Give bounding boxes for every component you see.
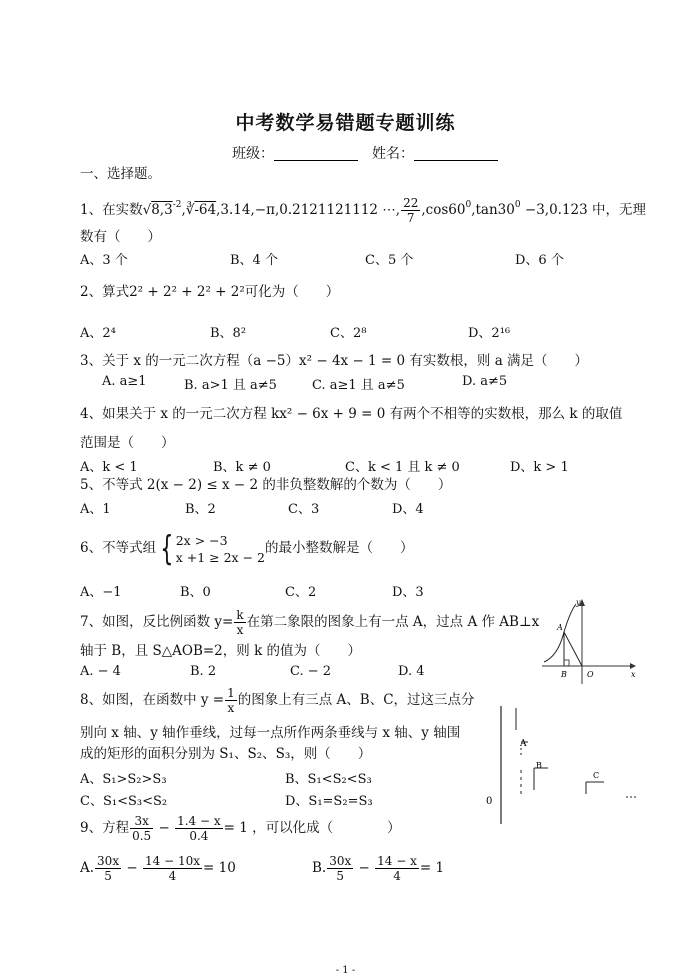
fraction-k-x: $\frac{k}{x}$ — [236, 608, 244, 637]
question-7: 7、如图，反比例函数 y= $\frac{k}{x}$ 在第二象限的图象上有一点 A，过点 A 作 AB⊥x — [80, 608, 540, 637]
fraction-1-x: $\frac{1}{x}$ — [227, 686, 235, 715]
hyperbola-curve — [544, 604, 576, 662]
q5-option-b[interactable]: B、2 — [185, 502, 216, 517]
page-title: 中考数学易错题专题训练 — [235, 112, 456, 134]
question-5: 5、不等式 2(x − 2) ≤ x − 2 的非负整数解的个数为（ ） — [80, 477, 452, 493]
q2-option-c[interactable]: C、2⁸ — [330, 326, 367, 341]
question-8: 8、如图，在函数中 y = $\frac{1}{x}$ 的图象上有三点 A、B、C，过这三点分 — [80, 686, 475, 715]
q7-option-b[interactable]: B. 2 — [190, 664, 217, 679]
svg-text:A: A — [557, 623, 563, 632]
q7-graph-figure — [538, 596, 638, 688]
q9-option-a[interactable]: A. $\frac{30x}{5}$ − $\frac{14 - 10x}{4}$ = 10 — [80, 854, 236, 883]
q6-option-b[interactable]: B、0 — [180, 585, 211, 600]
class-blank[interactable] — [274, 146, 358, 161]
q8-option-d[interactable]: D、S₁=S₂=S₃ — [285, 794, 373, 809]
question-1-line2: 数有（ ） — [80, 229, 161, 245]
q1-option-c[interactable]: C、5 个 — [365, 253, 414, 268]
question-7-line2: 轴于 B，且 S△AOB=2，则 k 的值为（ ） — [80, 643, 362, 659]
name-label: 姓名： — [372, 146, 414, 162]
question-4: 4、如果关于 x 的一元二次方程 kx² − 6x + 9 = 0 有两个不相等的实数根，那么 k 的取值 — [80, 406, 623, 422]
q2-option-b[interactable]: B、8² — [210, 326, 247, 341]
class-label: 班级： — [232, 146, 274, 162]
right-angle-mark — [564, 660, 569, 666]
q6-option-d[interactable]: D、3 — [392, 585, 424, 600]
svg-text:A: A — [520, 739, 527, 749]
q7-option-d[interactable]: D. 4 — [398, 664, 425, 679]
brace-icon: { — [160, 528, 174, 569]
question-3: 3、关于 x 的一元二次方程（a −5）x² − 4x − 1 = 0 有实数根，则 a 满足（ ） — [80, 353, 589, 369]
q8-option-b[interactable]: B、S₁<S₂<S₃ — [285, 772, 372, 787]
inequality-system: 2x > −3 x +1 ≥ 2x − 2 — [175, 532, 265, 565]
question-8-line3: 成的矩形的面积分别为 S₁、S₂、S₃，则（ ） — [80, 746, 372, 762]
question-6: 6、不等式组 { 2x > −3 x +1 ≥ 2x − 2 的最小整数解是（ ） — [80, 528, 414, 569]
q5-option-a[interactable]: A、1 — [80, 502, 111, 517]
svg-text:B: B — [536, 761, 542, 770]
q5-option-d[interactable]: D、4 — [392, 502, 424, 517]
q8-graph-figure — [478, 700, 638, 830]
q1-option-b[interactable]: B、4 个 — [230, 253, 278, 268]
fraction-14-x-04: $\frac{1.4 - x}{0.4}$ — [177, 814, 221, 843]
q6-option-a[interactable]: A、−1 — [80, 585, 122, 600]
q6-option-c[interactable]: C、2 — [285, 585, 317, 600]
q4-option-d[interactable]: D、k > 1 — [510, 460, 569, 475]
name-blank[interactable] — [414, 146, 498, 161]
question-1: 1、在实数$√8,3^{-2},∛-64,3.14,-\pi,0.2121121112$ ⋯, $\frac{22}{7}$ $,\cos 60^0,\tan 30^0 -3,0.123$ 中，无理 — [80, 196, 647, 225]
q3-option-d[interactable]: D. a≠5 — [462, 374, 508, 389]
q1-option-a[interactable]: A、3 个 — [80, 253, 128, 268]
question-8-line2: 别向 x 轴、y 轴作垂线，过每一点所作两条垂线与 x 轴、y 轴围 — [80, 725, 461, 741]
q1-option-d[interactable]: D、6 个 — [515, 253, 564, 268]
fraction-22-7: $\frac{22}{7}$ — [403, 196, 419, 225]
svg-text:0: 0 — [486, 796, 493, 807]
question-2: 2、算式2² + 2² + 2² + 2²可化为（ ） — [80, 284, 340, 300]
question-9: 9、方程 $\frac{3x}{0.5}$ − $\frac{1.4 - x}{0.4}$ = 1 ，可以化成（ ） — [80, 814, 401, 843]
q5-option-c[interactable]: C、3 — [288, 502, 320, 517]
svg-text:x: x — [631, 670, 636, 679]
q7-option-a[interactable]: A. − 4 — [80, 664, 121, 679]
class-field — [232, 143, 358, 163]
q4-option-a[interactable]: A、k < 1 — [80, 460, 138, 475]
segment-ao — [564, 632, 582, 666]
svg-text:B: B — [561, 670, 567, 679]
q7-option-c[interactable]: C. − 2 — [290, 664, 332, 679]
q4-option-b[interactable]: B、k ≠ 0 — [213, 460, 271, 475]
q3-option-c[interactable]: C. a≥1 且 a≠5 — [312, 378, 405, 393]
fraction-3x-05: $\frac{3x}{0.5}$ — [132, 814, 152, 843]
page-number: - 1 - — [335, 965, 356, 976]
q2-option-d[interactable]: D、2¹⁶ — [468, 326, 511, 341]
name-field — [372, 143, 498, 163]
q8-option-a[interactable]: A、S₁>S₂>S₃ — [80, 772, 167, 787]
q8-option-c[interactable]: C、S₁<S₃<S₂ — [80, 794, 168, 809]
svg-text:y: y — [576, 598, 581, 607]
q9-option-b[interactable]: B. $\frac{30x}{5}$ − $\frac{14 - x}{4}$ = 1 — [312, 854, 445, 883]
question-4-line2: 范围是（ ） — [80, 435, 175, 451]
x-axis-arrow-icon — [630, 663, 636, 669]
svg-text:C: C — [593, 771, 600, 780]
q2-option-a[interactable]: A、2⁴ — [80, 326, 116, 341]
section-heading: 一、选择题。 — [80, 166, 161, 182]
q3-option-a[interactable]: A. a≥1 — [102, 374, 147, 389]
q4-option-c[interactable]: C、k < 1 且 k ≠ 0 — [345, 460, 460, 475]
svg-text:O: O — [587, 670, 594, 679]
q3-option-b[interactable]: B. a>1 且 a≠5 — [184, 378, 277, 393]
